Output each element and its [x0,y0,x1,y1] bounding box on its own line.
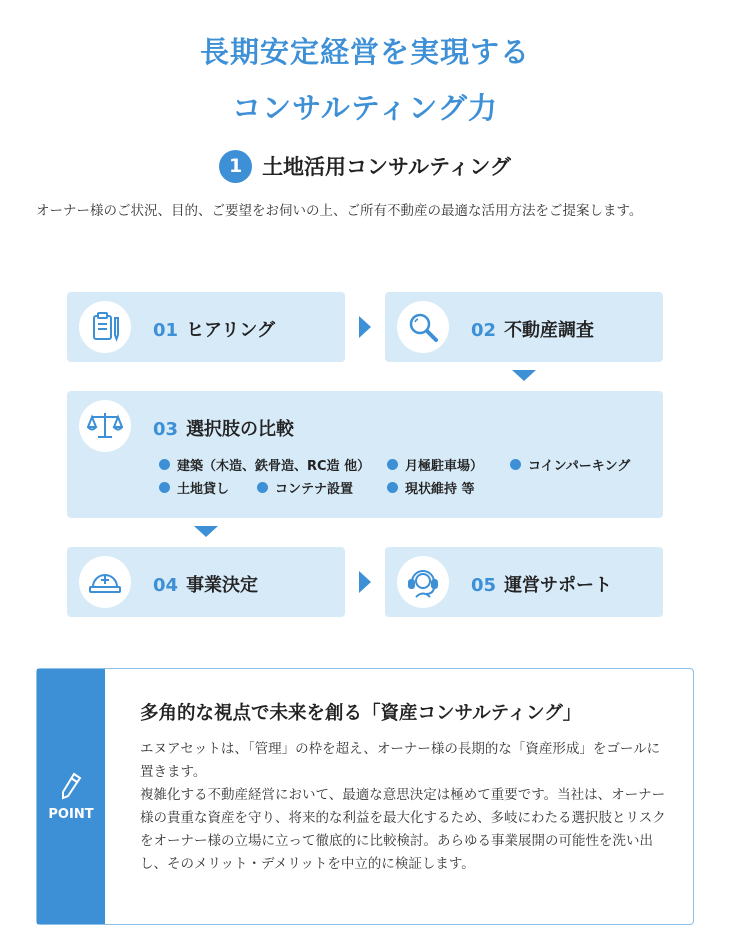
list-item: 現状維持 等 [387,478,475,497]
arrow-down-icon [512,370,536,381]
step-title: 事業決定 [186,575,259,596]
arrow-down-icon [194,526,218,537]
list-item: 土地貸し [159,478,229,497]
bullet-icon [387,459,398,470]
point-paragraph-2: 複雑化する不動産経営において、最適な意思決定は極めて重要です。当社は、オーナー様の貴重な資産を守り、将来的な利益を最大化するため、多岐にわたる選択肢とリスクをオーナー様の立場に立って徹底的に比較検討。あらゆる事業展開の可能性を洗い出し、そのメリット・デメリットを中立的に検証します。 [140,787,666,872]
arrow-right-icon [359,316,371,338]
point-box [36,668,694,925]
magnifier-icon [397,301,449,353]
point-label: POINT [48,807,94,822]
step-card-01 [67,292,345,362]
step-number: 02 [471,320,497,341]
section-intro: オーナー様のご状況、目的、ご要望をお伺いの上、ご所有不動産の最適な活用方法をご提案します。 [36,203,643,219]
helmet-icon [79,556,131,608]
bullet-icon [257,482,268,493]
step-card-04 [67,547,345,617]
list-item: コンテナ設置 [257,478,353,497]
bullet-icon [510,459,521,470]
step-label-05 [471,571,612,597]
bullet-icon [159,482,170,493]
list-item: コインパーキング [510,455,630,474]
section-title: 土地活用コンサルティング [262,155,511,179]
step-label-03 [153,415,294,441]
step-card-03 [67,391,663,518]
step-title: ヒアリング [186,320,275,341]
headset-icon [397,556,449,608]
step-card-02 [385,292,663,362]
list-item: 建築（木造、鉄骨造、RC造 他） [159,455,370,474]
step-title: 不動産調査 [504,320,595,341]
section-number-badge: 1 [219,150,252,183]
step-number: 01 [153,320,179,341]
scale-icon [79,400,131,452]
bullet-icon [387,482,398,493]
pen-icon [59,771,83,801]
bullet-icon [159,459,170,470]
step-number: 05 [471,575,497,596]
step-number: 03 [153,419,179,440]
arrow-right-icon [359,571,371,593]
step-label-01 [153,316,275,342]
clipboard-icon [79,301,131,353]
point-paragraph-1: エヌアセットは、「管理」の枠を超え、オーナー様の長期的な「資産形成」をゴールに置きます。 [140,741,661,780]
step-label-02 [471,316,594,342]
step-title: 選択肢の比較 [186,419,295,440]
point-body [140,738,670,876]
point-title: 多角的な視点で未来を創る「資産コンサルティング」 [140,703,582,724]
page-title-line-2: コンサルティング力 [232,91,498,125]
step-title: 運営サポート [504,575,613,596]
section-heading [0,146,730,186]
step-number: 04 [153,575,179,596]
step-card-05 [385,547,663,617]
page-title-line-1: 長期安定経営を実現する [199,35,530,69]
step-label-04 [153,571,258,597]
page-title [0,24,730,136]
point-sidebar [37,669,105,924]
list-item: 月極駐車場） [387,455,483,474]
